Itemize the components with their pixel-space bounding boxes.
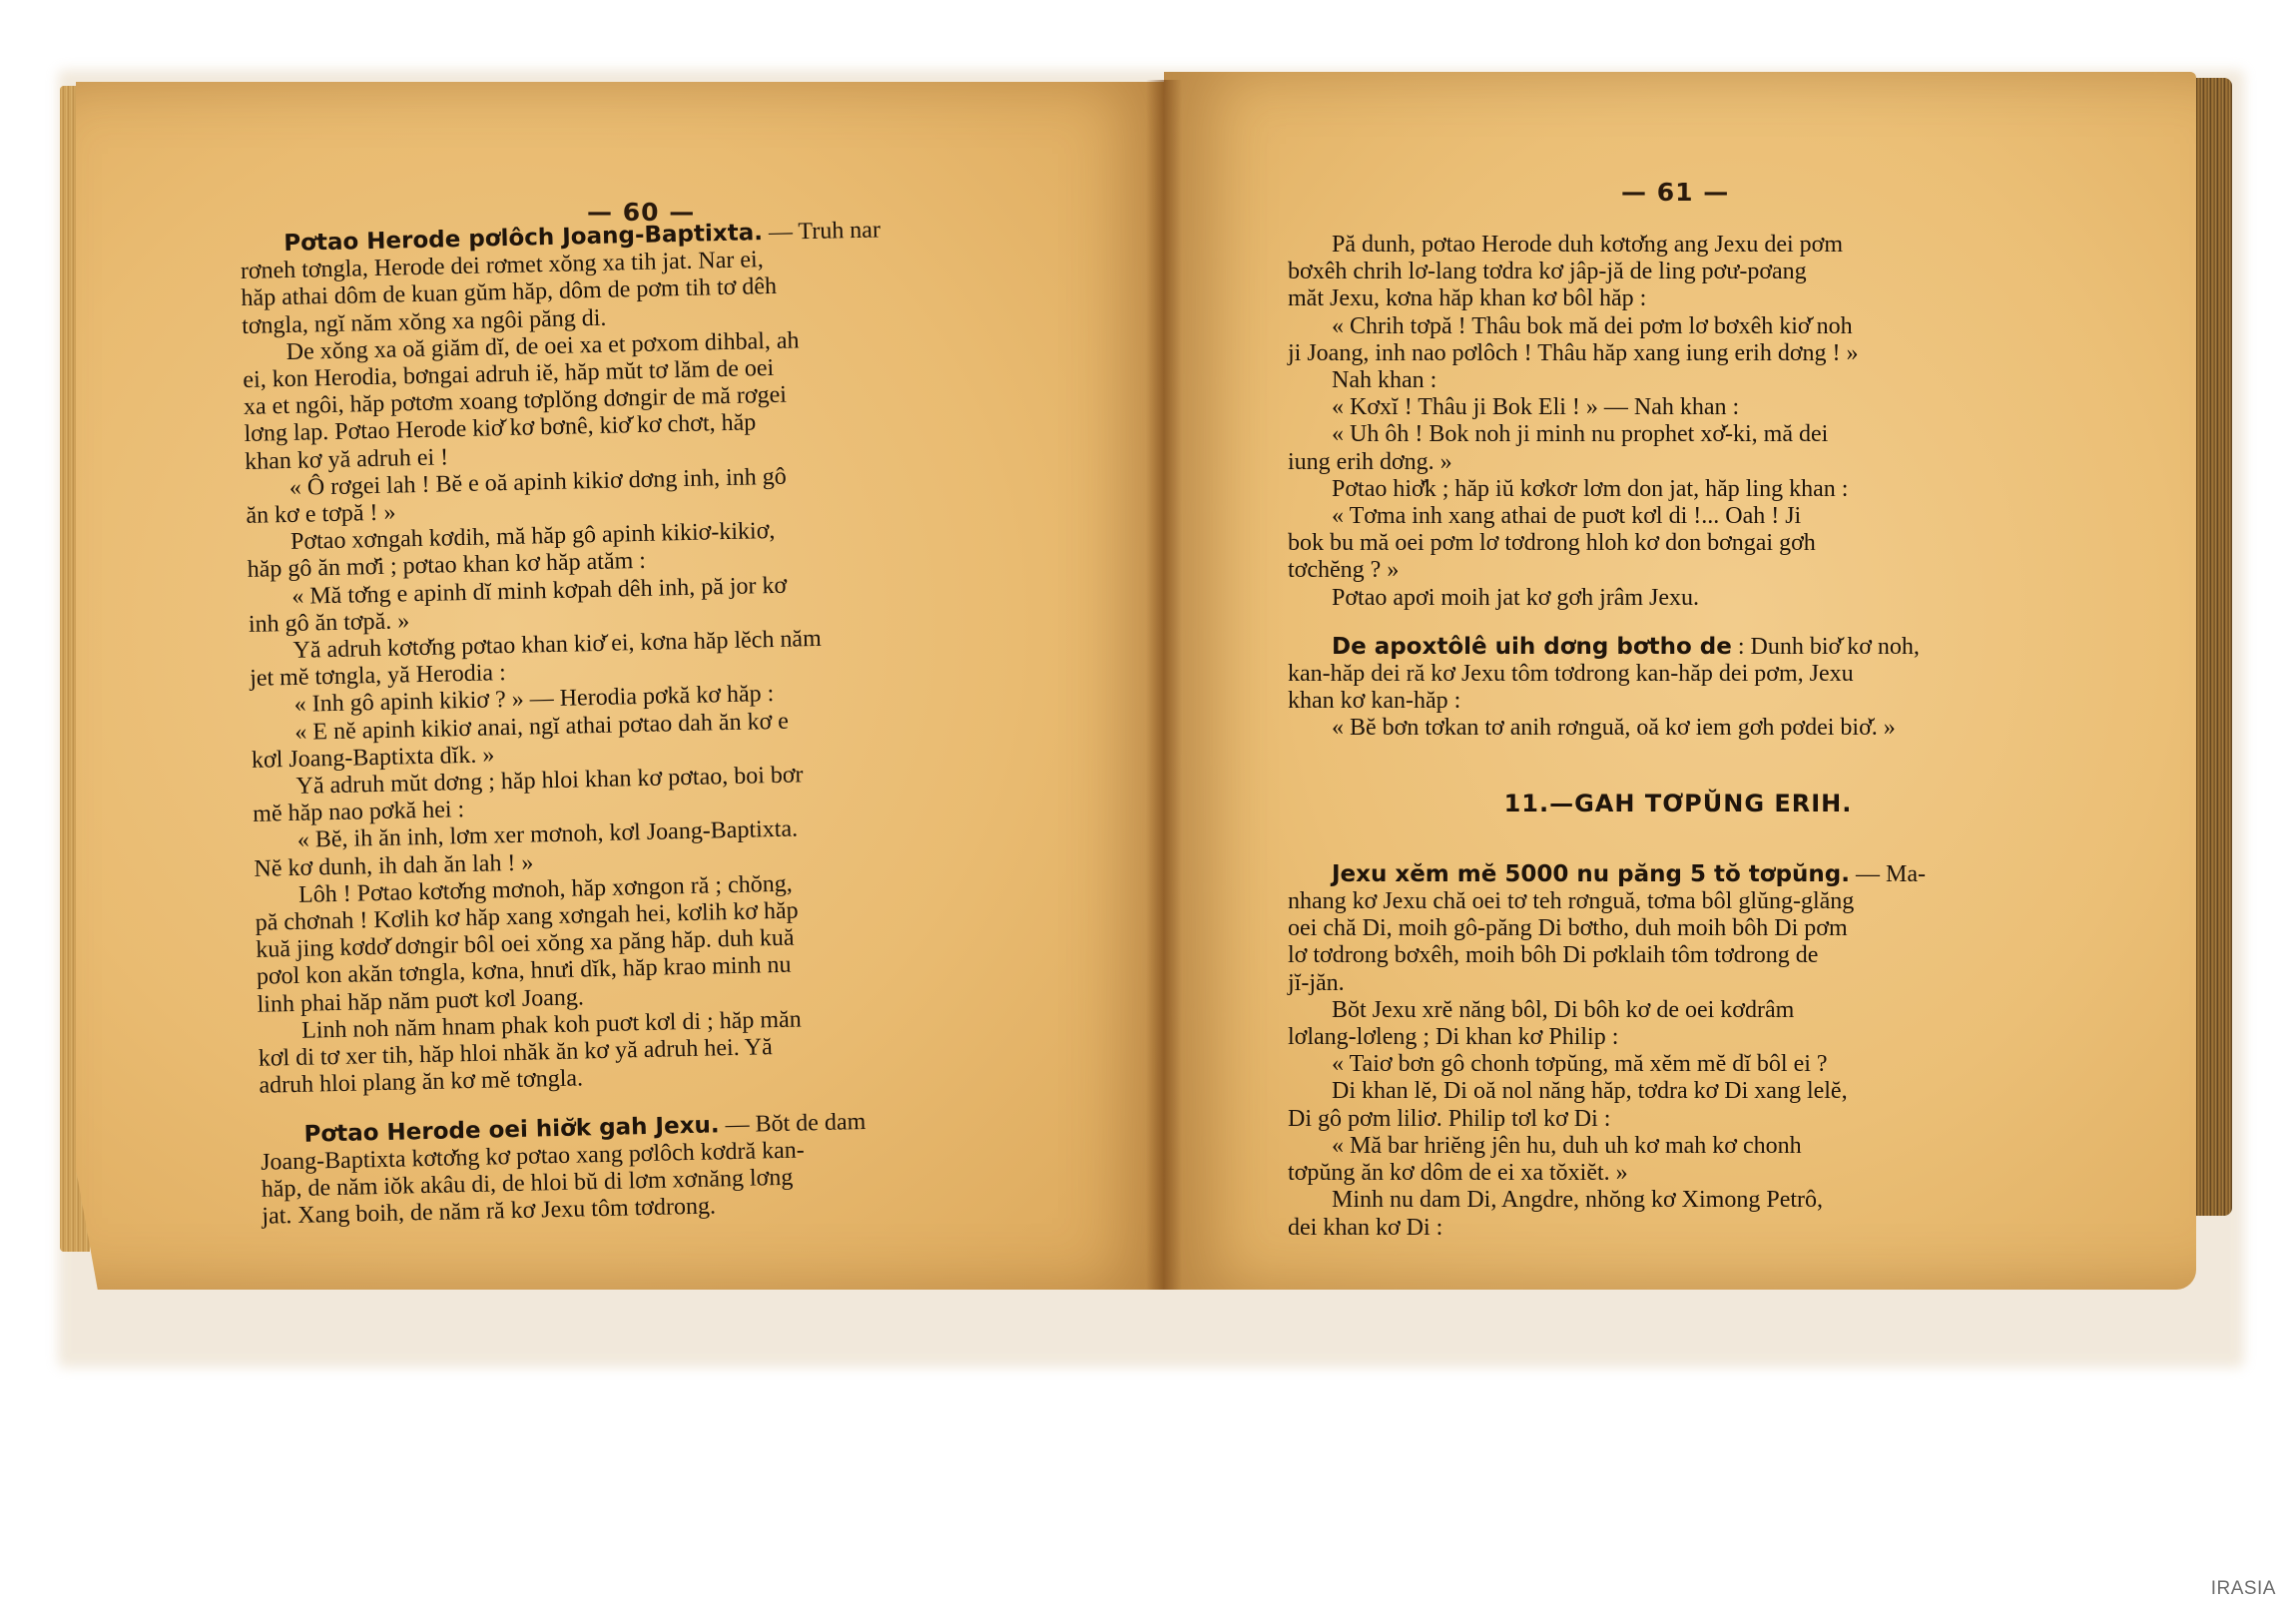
text-run: Pơtao hiơ̆k ; hăp iŭ kơkơr lơm don jat, hăp ling khan : — [1332, 475, 1849, 502]
text-line — [1288, 688, 2068, 715]
text-line — [1288, 476, 2068, 503]
text-run: « Kơxĭ ! Thâu ji Bok Eli ! » — Nah khan : — [1332, 394, 1740, 421]
text-run: ăn kơ e tơpă ! » — [246, 499, 396, 529]
text-run: Bŏt Jexu xrĕ năng bôl, Di bôh kơ de oei kơdrâm — [1332, 996, 1795, 1023]
text-run: oei chă Di, moih gô-păng Di bơtho, duh moih bôh Di pơm — [1288, 915, 1848, 942]
text-run: linh phai hăp năm puơt kơl Joang. — [257, 984, 585, 1018]
text-run: hăp athai dôm de kuan gŭm hăp, dôm de pơm tih tơ dêh — [241, 273, 778, 312]
text-run: « Uh ôh ! Bok noh ji minh nu prophet xơ̆-ki, mă dei — [1332, 421, 1829, 448]
left-page-text — [240, 215, 1031, 1232]
right-page-text — [1288, 232, 2068, 1242]
text-line — [1288, 313, 2068, 340]
text-run: hăp, de năm iŏk akâu di, de hloi bŭ di lơm xơnăng lơng — [261, 1164, 794, 1203]
text-line — [1288, 367, 2068, 394]
text-run: jet mĕ tơngla, yă Herodia : — [249, 660, 507, 693]
text-line — [1288, 997, 2068, 1024]
section-heading: Pơtao Herode oei hiơ̆k gah Jexu. — [303, 1111, 720, 1148]
text-run: lơlang-lơleng ; Di khan kơ Philip : — [1288, 1024, 1619, 1051]
text-line — [1288, 530, 2068, 557]
text-run: jat. Xang boih, de năm ră kơ Jexu tôm tơdrong. — [262, 1193, 717, 1230]
text-line — [1288, 970, 2068, 997]
text-line — [1288, 232, 2068, 259]
text-run: Di gô pơm liliơ. Philip tơl kơ Di : — [1288, 1105, 1611, 1132]
section-heading: Pơtao Herode pơlôch Joang-Baptixta. — [283, 220, 764, 257]
text-run: khan kơ kan-hăp : — [1288, 688, 1461, 715]
text-run: Pă dunh, pơtao Herode duh kơtơ̆ng ang Jexu dei pơm — [1332, 232, 1844, 258]
text-run: kuă jing kơdơ̆ dơngir bôl oei xŏng xa păng hăp. duh kuă — [256, 924, 795, 964]
section-title: 11.—GAH TƠPŬNG ERIH. — [1503, 789, 1853, 817]
text-line — [1288, 1160, 2068, 1187]
paragraph-gap — [1288, 817, 2068, 839]
text-run: tơpŭng ăn kơ dôm de ei xa tŏxiĕt. » — [1288, 1160, 1628, 1187]
text-run: kơl di tơ xer tih, hăp hloi nhăk ăn kơ yă adruh hei. Yă — [258, 1034, 774, 1072]
text-run: De xŏng xa oă giăm dĭ, de oei xa et pơxom dihbal, ah — [286, 327, 800, 365]
text-run: Linh noh năm hnam phak koh puơt kơl di ; hăp măn — [300, 1006, 803, 1044]
text-line — [1288, 259, 2068, 285]
text-run: — Bŏt de dam — [719, 1108, 866, 1138]
text-line — [1288, 888, 2068, 915]
text-line — [1288, 340, 2068, 367]
text-line — [1288, 285, 2068, 312]
text-run: dei khan kơ Di : — [1288, 1214, 1443, 1241]
text-run: Lôh ! Pơtao kơtơ̆ng mơnoh, hăp xơngon ră ; chŏng, — [297, 870, 793, 908]
text-line — [1288, 715, 2068, 742]
text-run: Yă adruh mŭt dơng ; hăp hloi khan kơ pơtao, boi bơr — [295, 762, 804, 800]
text-line — [1288, 1078, 2068, 1105]
text-line — [1288, 585, 2068, 612]
text-run: jĭ-jăn. — [1288, 969, 1345, 996]
text-run: « Tơma inh xang athai de puơt kơl di !... Oah ! Ji — [1332, 503, 1802, 530]
text-run: rơneh tơngla, Herode dei rơmet xŏng xa tih jat. Nar ei, — [240, 247, 764, 285]
section-heading: De apoxtôlê uih dơng bơtho de — [1332, 633, 1732, 660]
text-line — [1288, 861, 2068, 888]
text-run: Minh nu dam Di, Angdre, nhŏng kơ Ximong Petrô, — [1332, 1187, 1823, 1214]
text-run: Yă adruh kơtơ̆ng pơtao khan kiơ̆ ei, kơna hăp lĕch năm — [292, 625, 823, 664]
paragraph-gap — [1288, 839, 2068, 861]
text-run: « Bĕ bơn tơkan tơ anih rơnguă, oă kơ iem gơh pơdei biơ̆. » — [1332, 715, 1896, 742]
text-run: mĕ hăp nao pơkă hei : — [252, 797, 465, 828]
text-line — [1288, 634, 2068, 661]
text-line — [1288, 915, 2068, 942]
text-run: nhang kơ Jexu chă oei tơ teh rơnguă, tơma bôl glŭng-glăng — [1288, 888, 1855, 915]
right-page-number: — 61 — — [1621, 178, 1730, 207]
text-line — [1288, 1051, 2068, 1078]
text-run: pơol kon akăn tơngla, kơna, hnưi dĭk, hăp krao minh nu — [256, 952, 792, 991]
text-run: Joang-Baptixta kơtơ̆ng kơ pơtao xang pơlôch kơdră kan- — [260, 1137, 806, 1176]
text-line — [1288, 557, 2068, 584]
text-line — [1288, 661, 2068, 688]
text-run: xa et ngôi, hăp pơtơm xoang tơplŏng dơngir de mă rơgei — [243, 381, 788, 421]
text-run: adruh hloi plang ăn kơ mĕ tơngla. — [259, 1065, 584, 1100]
text-run: — Ma- — [1849, 860, 1926, 887]
text-run: « Taiơ bơn gô chonh tơpŭng, mă xĕm mĕ dĭ bôl ei ? — [1332, 1051, 1828, 1078]
text-run: kơl Joang-Baptixta dĭk. » — [251, 742, 495, 774]
text-run: pă chơnah ! Kơlih kơ hăp xang xơngah hei, kơlih kơ hăp — [255, 897, 799, 936]
paragraph-gap — [1288, 743, 2068, 791]
text-run: « Ô rơgei lah ! Bĕ e oă apinh kikiơ dơng inh, inh gô — [288, 463, 788, 501]
text-run: « E nĕ apinh kikiơ anai, ngĭ athai pơtao dah ăn kơ e — [294, 708, 790, 746]
text-run: « Mă bar hriĕng jên hu, duh uh kơ mah kơ chonh — [1332, 1132, 1802, 1159]
text-line — [1288, 1024, 2068, 1051]
text-run: — Truh nar — [762, 217, 881, 247]
left-page-number: — 60 — — [587, 198, 696, 227]
text-line — [1288, 503, 2068, 530]
text-run: « Chrih tơpă ! Thâu bok mă dei pơm lơ bơxêh kiơ̆ noh — [1332, 312, 1853, 339]
text-run: tơngla, ngĭ năm xŏng xa ngôi păng di. — [241, 304, 607, 339]
text-run: « Bĕ, ih ăn inh, lơm xer mơnoh, kơl Joang-Baptixta. — [296, 815, 799, 854]
text-line — [1288, 1187, 2068, 1214]
text-run: « Inh gô apinh kikiơ ? » — Herodia pơkă kơ hăp : — [293, 681, 775, 719]
text-line — [1288, 449, 2068, 476]
text-run: lơ tơdrong bơxêh, moih bôh Di pơklaih tôm tơdrong de — [1288, 942, 1819, 969]
text-line — [1288, 1215, 2068, 1242]
text-line — [1288, 1106, 2068, 1133]
text-run: Nah khan : — [1332, 367, 1437, 394]
text-run: ei, kon Herodia, bơngai adruh iĕ, hăp mŭt tơ lăm de oei — [243, 354, 775, 393]
text-line — [1288, 394, 2068, 421]
text-run: Di khan lĕ, Di oă nol năng hăp, tơdra kơ Di xang lelĕ, — [1332, 1078, 1848, 1105]
text-run: măt Jexu, kơna hăp khan kơ bôl hăp : — [1288, 285, 1647, 312]
text-run: tơchĕng ? » — [1288, 557, 1400, 584]
text-run: Pơtao xơngah kơdih, mă hăp gô apinh kikiơ-kikiơ, — [289, 518, 776, 556]
text-run: : Dunh biơ̆ kơ noh, — [1731, 633, 1920, 660]
text-run: bok bu mă oei pơm lơ tơdrong hloh kơ don bơngai gơh — [1288, 530, 1816, 557]
text-run: inh gô ăn tơpă. » — [248, 608, 410, 638]
text-run: lơng lap. Pơtao Herode kiơ̆ kơ bơnê, kiơ̆ kơ chơt, hăp — [244, 409, 757, 448]
text-run: iung erih dơng. » — [1288, 448, 1452, 475]
text-run: Pơtao apơi moih jat kơ gơh jrâm Jexu. — [1332, 584, 1700, 611]
text-run: « Mă tơ̆ng e apinh dĭ minh kơpah dêh inh, pă jor kơ — [291, 572, 788, 610]
book-gutter — [1146, 80, 1182, 1290]
text-line — [1288, 421, 2068, 448]
text-run: Nĕ kơ dunh, ih dah ăn lah ! » — [254, 849, 534, 882]
text-run: bơxêh chrih lơ-lang tơdra kơ jâp-jă de ling pơư-pơang — [1288, 259, 1807, 285]
text-run: kan-hăp dei ră kơ Jexu tôm tơdrong kan-hăp dei pơm, Jexu — [1288, 661, 1854, 688]
text-run: ji Joang, inh nao pơlôch ! Thâu hăp xang iung erih dơng ! » — [1288, 339, 1859, 366]
text-line — [1288, 942, 2068, 969]
text-line — [1288, 1133, 2068, 1160]
section-heading: Jexu xĕm mĕ 5000 nu păng 5 tŏ tơpŭng. — [1332, 860, 1850, 887]
text-run: hăp gô ăn mơ̆i ; pơtao khan kơ hăp atăm : — [247, 548, 647, 584]
paragraph-gap — [1288, 612, 2068, 634]
watermark-label: IRASIA — [2210, 1578, 2276, 1599]
text-run: khan kơ yă adruh ei ! — [244, 443, 449, 475]
